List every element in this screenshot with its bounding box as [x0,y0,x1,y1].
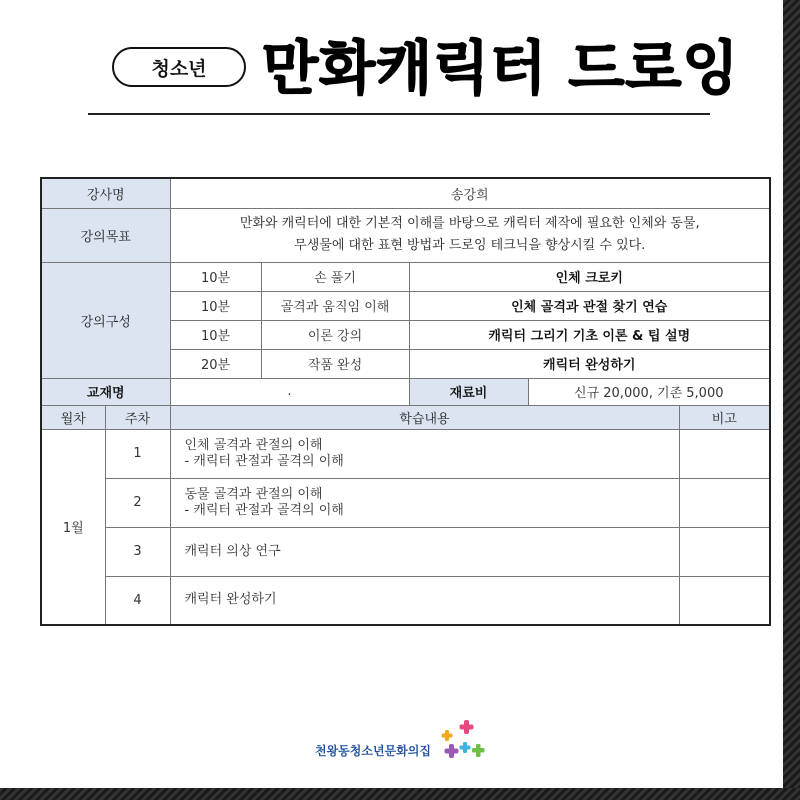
organization-name: 천왕동청소년문화의집 [315,744,431,758]
logo-cross-bottom-right [472,744,485,757]
week-note [679,527,770,576]
goal-line-2: 무생물에 대한 표현 방법과 드로잉 테크닉을 향상시킬 수 있다. [294,238,646,253]
logo-cross-bottom-mid [460,742,471,753]
logo-cross-top [460,720,474,734]
note-column-header: 비고 [679,405,770,429]
week-content-subline: - 캐릭터 관절과 골격의 이해 [184,453,344,469]
structure-name: 손 풀기 [261,262,409,291]
goal-row [41,208,770,262]
month-column-header: 월차 [41,405,105,429]
week-note [679,429,770,478]
week-note [679,478,770,527]
fee-label: 재료비 [409,378,528,405]
structure-desc: 인체 골격과 관절 찾기 연습 [409,291,770,320]
footer [315,718,485,768]
schedule-row [41,576,770,625]
audience-badge: 청소년 [112,47,246,87]
textbook-label: 교재명 [41,378,170,405]
goal-label: 강의목표 [41,208,170,262]
month-cell: 1월 [41,429,105,625]
week-column-header: 주차 [105,405,170,429]
structure-time: 10분 [170,262,261,291]
goal-line-1: 만화와 캐릭터에 대한 기본적 이해를 바탕으로 캐릭터 제작에 필요한 인체와 동물, [239,216,700,231]
instructor-value: 송강희 [170,178,770,208]
week-content: 캐릭터 완성하기 [170,576,679,625]
structure-name: 이론 강의 [261,320,409,349]
content-column-header: 학습내용 [170,405,679,429]
organization-logo-icon [439,718,485,762]
week-number: 4 [105,576,170,625]
schedule-row [41,527,770,576]
structure-time: 10분 [170,320,261,349]
schedule-row [41,429,770,478]
instructor-row [41,178,770,208]
page-title: 만화캐릭터 드로잉 [262,34,740,102]
week-content [170,429,679,478]
structure-desc: 인체 크로키 [409,262,770,291]
structure-time: 10분 [170,291,261,320]
header [0,28,783,108]
structure-label: 강의구성 [41,262,170,378]
lesson-plan-table [40,177,771,626]
week-content-subline: - 캐릭터 관절과 골격의 이해 [184,502,344,518]
instructor-label: 강사명 [41,178,170,208]
page-shadow-bottom [0,788,800,800]
structure-desc: 캐릭터 완성하기 [409,349,770,378]
page-shadow-right [783,0,800,800]
logo-cross-left [442,730,453,741]
week-number: 2 [105,478,170,527]
week-number: 3 [105,527,170,576]
structure-desc: 캐릭터 그리기 기초 이론 & 팁 설명 [409,320,770,349]
structure-name: 골격과 움직임 이해 [261,291,409,320]
textbook-value: . [170,378,409,405]
fee-value: 신규 20,000, 기존 5,000 [528,378,770,405]
week-content: 캐릭터 의상 연구 [170,527,679,576]
logo-cross-bottom-left [445,744,459,758]
structure-time: 20분 [170,349,261,378]
week-note [679,576,770,625]
schedule-header-row [41,405,770,429]
week-number: 1 [105,429,170,478]
week-content-line: 동물 골격과 관절의 이해 [184,486,323,502]
schedule-row [41,478,770,527]
textbook-row [41,378,770,405]
week-content-line: 인체 골격과 관절의 이해 [184,437,323,453]
structure-row-1 [41,262,770,291]
goal-value [170,208,770,262]
header-divider [88,113,710,115]
week-content [170,478,679,527]
structure-name: 작품 완성 [261,349,409,378]
